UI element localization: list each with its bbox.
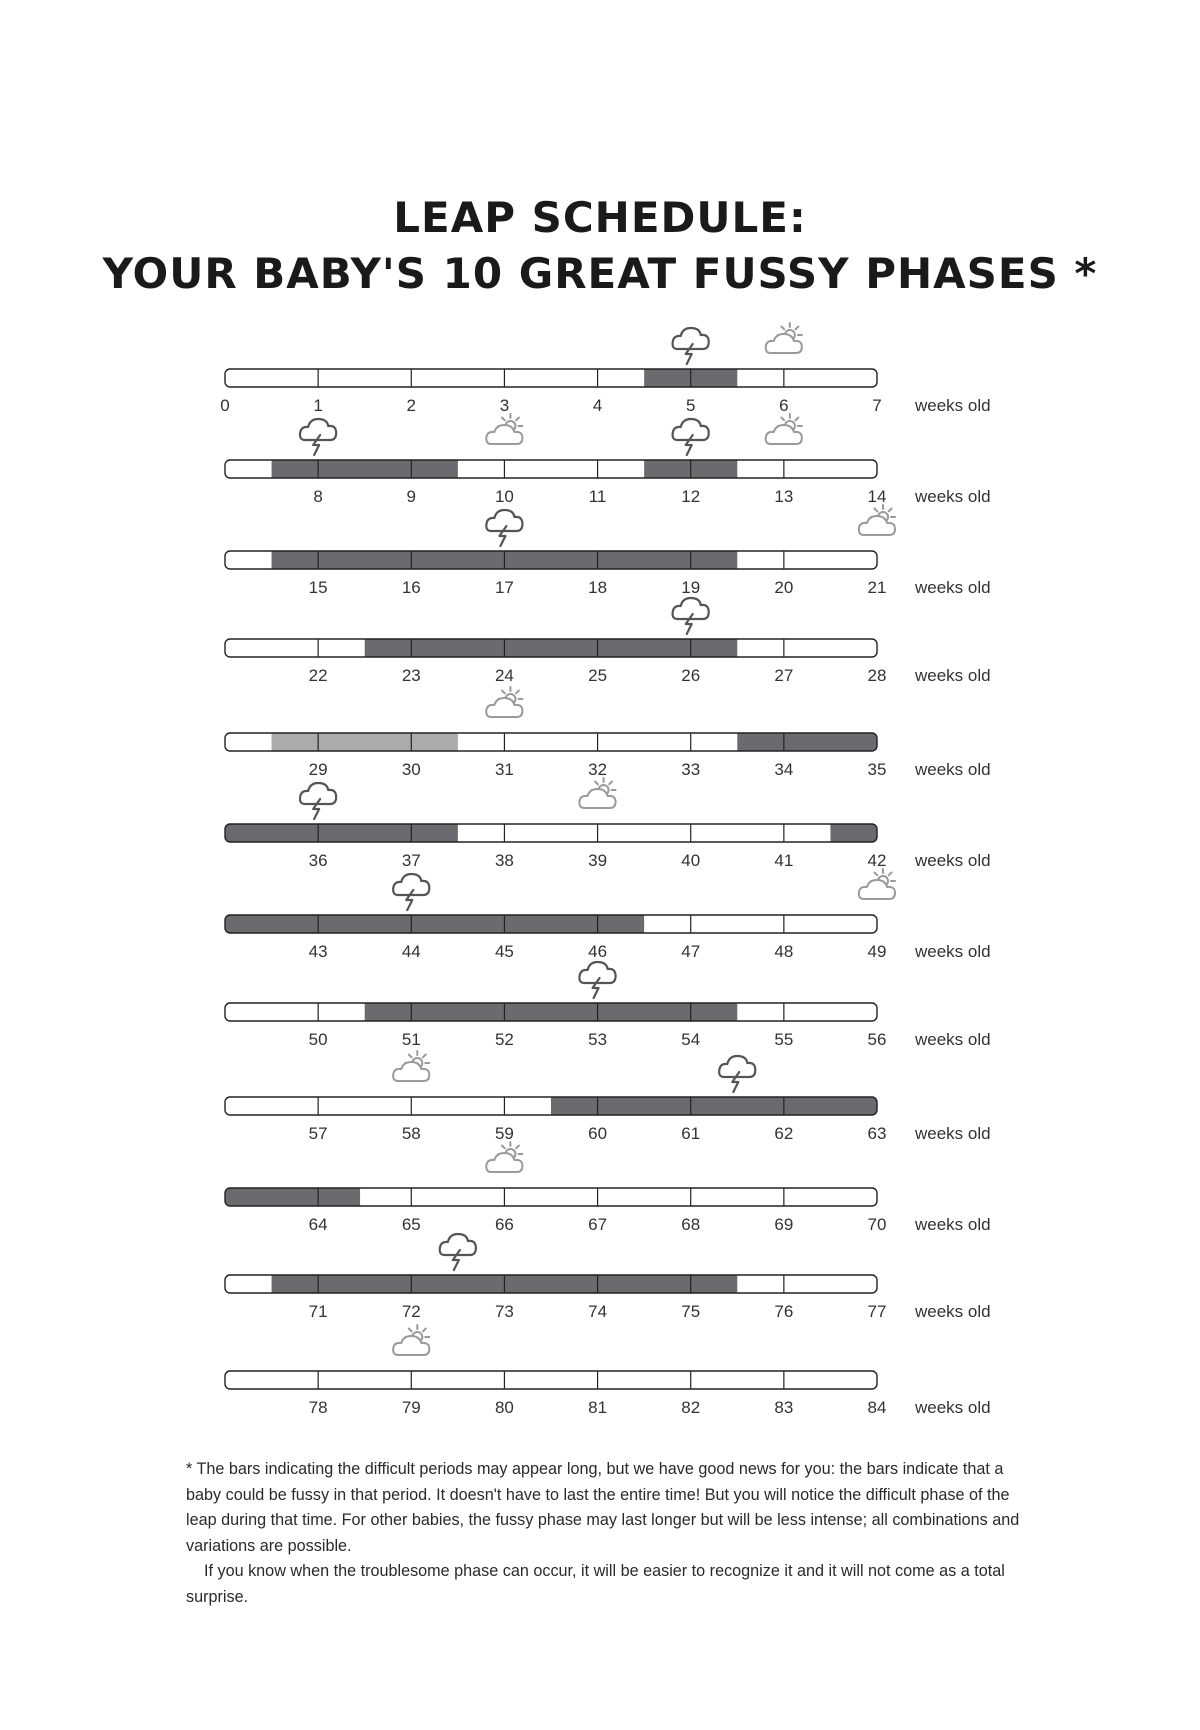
lightning-bolt	[686, 435, 693, 455]
tick-label: 68	[681, 1215, 701, 1234]
unit-label: weeks old	[915, 851, 991, 870]
tick-label: 74	[588, 1302, 608, 1321]
sun-cloud-icon	[766, 414, 802, 444]
tick-label: 35	[867, 760, 887, 779]
tick-label: 81	[588, 1398, 608, 1417]
bar-fills	[225, 1371, 877, 1389]
sun-cloud-icon	[766, 323, 802, 353]
tick-label: 10	[494, 487, 514, 506]
tick-label: 49	[867, 942, 887, 961]
storm-cloud-icon	[719, 1056, 755, 1092]
sun-ray	[516, 1146, 519, 1149]
timeline-row	[225, 687, 991, 779]
tick-label: 73	[494, 1302, 514, 1321]
fussy-phase-segment	[225, 824, 458, 842]
bar-fills	[225, 1275, 877, 1293]
tick-label: 26	[681, 666, 701, 685]
lightning-bolt	[499, 526, 506, 546]
tick-label: 45	[494, 942, 514, 961]
tick-label: 77	[867, 1302, 887, 1321]
timeline-row	[225, 505, 991, 597]
unit-label: weeks old	[915, 1030, 991, 1049]
sun-ray	[796, 418, 799, 421]
lightning-bolt	[686, 344, 693, 364]
tick-label: 3	[499, 396, 510, 415]
sun-ray	[595, 782, 598, 785]
tick-label: 36	[308, 851, 328, 870]
timeline-row	[225, 1142, 991, 1234]
title-line-1: LEAP SCHEDULE:	[393, 193, 807, 242]
light-phase-segment	[272, 733, 458, 751]
timeline-row	[225, 1325, 991, 1417]
tick-label: 14	[867, 487, 887, 506]
lightning-bolt	[406, 890, 413, 910]
cloud-shape	[859, 516, 895, 535]
cloud-shape	[486, 1153, 522, 1172]
sun-cloud-icon	[859, 505, 895, 535]
tick-label: 24	[494, 666, 514, 685]
tick-label: 75	[681, 1302, 701, 1321]
bar-background	[225, 369, 877, 387]
timeline-row	[225, 962, 991, 1049]
footnote	[186, 1457, 1032, 1610]
cloud-shape	[393, 1336, 429, 1355]
sun-ray	[875, 873, 878, 876]
sun-ray	[502, 691, 505, 694]
sun-ray	[423, 1055, 426, 1058]
footnote-paragraph-2: If you know when the troublesome phase can occur, it will be easier to recognize it and it will not come as a total surprise.	[186, 1562, 1005, 1606]
tick-label: 2	[406, 396, 417, 415]
unit-label: weeks old	[915, 942, 991, 961]
cloud-shape	[393, 1062, 429, 1081]
tick-label: 46	[588, 942, 608, 961]
sun-ray	[796, 327, 799, 330]
tick-label: 54	[681, 1030, 701, 1049]
storm-cloud-icon	[486, 510, 522, 546]
cloud-shape	[486, 698, 522, 717]
sun-cloud-icon	[393, 1051, 429, 1081]
unit-label: weeks old	[915, 666, 991, 685]
fussy-phase-segment	[365, 639, 738, 657]
fussy-phase-segment	[365, 1003, 738, 1021]
sun-ray	[781, 418, 784, 421]
tick-label: 41	[774, 851, 794, 870]
bar-background	[225, 1371, 877, 1389]
lightning-bolt	[732, 1072, 739, 1092]
sun-ray	[781, 327, 784, 330]
tick-label: 9	[406, 487, 417, 506]
cloud-shape	[766, 334, 802, 353]
tick-label: 18	[588, 578, 608, 597]
tick-label: 71	[308, 1302, 328, 1321]
tick-label: 58	[401, 1124, 421, 1143]
tick-label: 11	[588, 487, 607, 506]
sun-cloud-icon	[486, 1142, 522, 1172]
timeline-row	[225, 1234, 991, 1321]
lightning-bolt	[686, 614, 693, 634]
sun-cloud-icon	[486, 414, 522, 444]
sun-ray	[609, 782, 612, 785]
tick-label: 70	[867, 1215, 887, 1234]
tick-label: 31	[494, 760, 514, 779]
tick-label: 29	[308, 760, 328, 779]
lightning-bolt	[453, 1250, 460, 1270]
unit-label: weeks old	[915, 1398, 991, 1417]
timeline-row	[225, 598, 991, 685]
storm-cloud-icon	[579, 962, 615, 998]
tick-label: 22	[308, 666, 328, 685]
sun-ray	[516, 691, 519, 694]
tick-label: 47	[681, 942, 701, 961]
tick-label: 48	[774, 942, 794, 961]
tick-label: 16	[401, 578, 421, 597]
sun-ray	[516, 418, 519, 421]
tick-label: 76	[774, 1302, 794, 1321]
storm-cloud-icon	[673, 328, 709, 364]
tick-label: 38	[494, 851, 514, 870]
sun-ray	[502, 1146, 505, 1149]
tick-label: 64	[308, 1215, 328, 1234]
bar-fills	[225, 369, 877, 387]
bar-fills	[225, 733, 877, 751]
sun-ray	[423, 1329, 426, 1332]
cloud-shape	[766, 425, 802, 444]
unit-label: weeks old	[915, 578, 991, 597]
tick-label: 39	[588, 851, 608, 870]
storm-cloud-icon	[300, 783, 336, 819]
tick-label: 57	[308, 1124, 328, 1143]
tick-label: 63	[867, 1124, 887, 1143]
tick-label: 7	[872, 396, 882, 415]
tick-label: 79	[401, 1398, 421, 1417]
lightning-bolt	[313, 799, 320, 819]
unit-label: weeks old	[915, 1302, 991, 1321]
tick-label: 44	[401, 942, 421, 961]
lightning-bolt	[313, 435, 320, 455]
sun-ray	[409, 1055, 412, 1058]
tick-label: 60	[588, 1124, 608, 1143]
storm-cloud-icon	[300, 419, 336, 455]
bar-fills	[225, 639, 877, 657]
tick-label: 20	[774, 578, 794, 597]
tick-label: 21	[867, 578, 887, 597]
sun-cloud-icon	[859, 869, 895, 899]
timeline-row	[225, 869, 991, 961]
bar-fills	[225, 824, 877, 842]
tick-label: 15	[308, 578, 328, 597]
tick-label: 61	[681, 1124, 701, 1143]
tick-label: 8	[313, 487, 323, 506]
tick-label: 40	[681, 851, 701, 870]
tick-label: 27	[774, 666, 794, 685]
cloud-shape	[859, 880, 895, 899]
tick-label: 37	[401, 851, 421, 870]
sun-ray	[502, 418, 505, 421]
timeline-row	[225, 1051, 991, 1143]
sun-ray	[875, 509, 878, 512]
bar-fills	[225, 551, 877, 569]
tick-label: 66	[494, 1215, 514, 1234]
tick-label: 5	[685, 396, 696, 415]
title-line-2: YOUR BABY'S 10 GREAT FUSSY PHASES *	[102, 249, 1098, 298]
footnote-paragraph-1: * The bars indicating the difficult periods may appear long, but we have good news for you: the bars indicate that a baby could be fussy in that period. It doesn't have to last the entire time! But you will notice the difficult phase of the leap during that time. For other babies, the fussy phase may last longer but will be less intense; all combinations and variations are possible.	[186, 1460, 1020, 1555]
tick-label: 55	[774, 1030, 794, 1049]
tick-label: 4	[592, 396, 603, 415]
tick-label: 59	[494, 1124, 514, 1143]
storm-cloud-icon	[440, 1234, 476, 1270]
tick-label: 1	[313, 396, 323, 415]
storm-cloud-icon	[393, 874, 429, 910]
tick-label: 67	[588, 1215, 608, 1234]
unit-label: weeks old	[915, 1124, 991, 1143]
fussy-phase-segment	[225, 915, 644, 933]
bar-fills	[225, 1097, 877, 1115]
unit-label: weeks old	[915, 487, 991, 506]
tick-label: 19	[681, 578, 701, 597]
bar-fills	[225, 915, 877, 933]
tick-label: 84	[867, 1398, 887, 1417]
sun-cloud-icon	[393, 1325, 429, 1355]
fussy-phase-segment	[551, 1097, 877, 1115]
sun-ray	[889, 509, 892, 512]
tick-label: 13	[774, 487, 794, 506]
tick-label: 50	[308, 1030, 328, 1049]
tick-label: 62	[774, 1124, 794, 1143]
unit-label: weeks old	[915, 1215, 991, 1234]
cloud-shape	[486, 425, 522, 444]
tick-label: 6	[779, 396, 789, 415]
sun-ray	[889, 873, 892, 876]
unit-label: weeks old	[915, 760, 991, 779]
tick-label: 72	[401, 1302, 421, 1321]
tick-label: 23	[401, 666, 421, 685]
timeline-row	[220, 323, 990, 415]
sun-ray	[409, 1329, 412, 1332]
tick-label: 82	[681, 1398, 701, 1417]
tick-label: 17	[494, 578, 514, 597]
bar-fills	[225, 1188, 877, 1206]
fussy-phase-segment	[737, 733, 877, 751]
tick-label: 34	[774, 760, 794, 779]
timeline-row	[225, 414, 991, 506]
tick-label: 32	[588, 760, 608, 779]
timeline-row	[225, 778, 991, 870]
cloud-shape	[579, 789, 615, 808]
sun-cloud-icon	[579, 778, 615, 808]
tick-label: 53	[588, 1030, 608, 1049]
storm-cloud-icon	[673, 598, 709, 634]
tick-label: 65	[401, 1215, 421, 1234]
lightning-bolt	[593, 978, 600, 998]
tick-label: 80	[494, 1398, 514, 1417]
storm-cloud-icon	[673, 419, 709, 455]
tick-label: 42	[867, 851, 887, 870]
fussy-phase-segment	[225, 1188, 360, 1206]
bar-fills	[225, 1003, 877, 1021]
tick-label: 25	[588, 666, 608, 685]
tick-label: 56	[867, 1030, 887, 1049]
unit-label: weeks old	[915, 396, 991, 415]
tick-label: 78	[308, 1398, 328, 1417]
bar-fills	[225, 460, 877, 478]
tick-label: 69	[774, 1215, 794, 1234]
fussy-phase-segment	[272, 460, 458, 478]
tick-label: 52	[494, 1030, 514, 1049]
tick-label: 83	[774, 1398, 794, 1417]
sun-cloud-icon	[486, 687, 522, 717]
tick-label: 0	[220, 396, 230, 415]
fussy-phase-segment	[830, 824, 877, 842]
tick-label: 12	[681, 487, 701, 506]
tick-label: 43	[308, 942, 328, 961]
tick-label: 51	[401, 1030, 421, 1049]
tick-label: 30	[401, 760, 421, 779]
tick-label: 33	[681, 760, 701, 779]
tick-label: 28	[867, 666, 887, 685]
